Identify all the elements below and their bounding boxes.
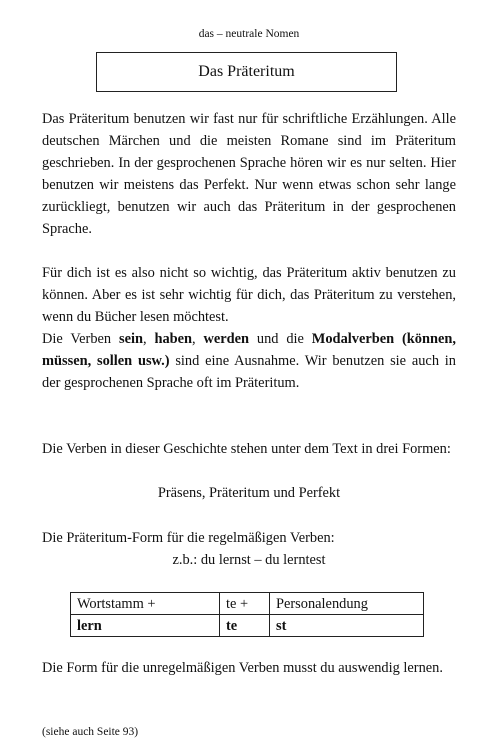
text-segment: , bbox=[142, 331, 155, 347]
table-cell: lern bbox=[71, 615, 220, 637]
example-line: z.b.: du lernst – du lerntest bbox=[172, 552, 326, 568]
paragraph-verb-forms: Die Verben in dieser Geschichte stehen unter dem Text in drei Formen: bbox=[42, 441, 451, 457]
table-header-row bbox=[71, 593, 424, 615]
paragraph-importance: Für dich ist es also nicht so wichtig, das Präteritum aktiv benutzen zu können. Aber es ist sehr wichtig für dich, das Präteritum zu verstehen, wenn du Bücher lesen möchtest. bbox=[42, 265, 456, 325]
paragraph-intro: Das Präteritum benutzen wir fast nur für schriftliche Erzählungen. Alle deutschen Märchen und die meisten Romane sind im Präteritum geschrieben. In der gesprochenen Sprache hören wir es nur selten. Hier benutzen wir meistens das Perfekt. Nur wenn etwas schon sehr lange zurückliegt, benutzen wir auch das Präteritum in der gesprochenen Sprache. bbox=[42, 111, 456, 237]
page-footer-note: (siehe auch Seite 93) bbox=[42, 726, 139, 738]
conjugation-table bbox=[70, 592, 424, 637]
paragraph-regular-verbs: Die Präteritum-Form für die regelmäßigen Verben: bbox=[42, 530, 335, 546]
forms-line: Präsens, Präteritum und Perfekt bbox=[157, 485, 341, 501]
paragraph-exceptions bbox=[42, 328, 456, 394]
page-header: das – neutrale Nomen bbox=[198, 28, 300, 40]
text-segment: und die bbox=[249, 331, 312, 347]
text-segment: , bbox=[192, 331, 204, 347]
table-row bbox=[71, 615, 424, 637]
table-header-cell: te + bbox=[220, 593, 270, 615]
text-segment: sind eine Ausnahme. Wir benutzen sie auch in der gesprochenen Sprache oft im Präteritum. bbox=[42, 353, 456, 391]
verb-sein: sein bbox=[118, 331, 143, 347]
table-cell: te bbox=[220, 615, 270, 637]
table-header-cell: Personalendung bbox=[270, 593, 424, 615]
paragraph-irregular-verbs: Die Form für die unregelmäßigen Verben musst du auswendig lernen. bbox=[42, 660, 443, 676]
page-title-text: Das Präteritum bbox=[198, 63, 295, 80]
page-title bbox=[96, 52, 397, 92]
table-header-cell: Wortstamm + bbox=[71, 593, 220, 615]
modal-verbs: Modalverben (können, müssen, sollen usw.) bbox=[42, 331, 456, 369]
verb-haben: haben bbox=[154, 331, 193, 347]
table-cell: st bbox=[270, 615, 424, 637]
verb-werden: werden bbox=[203, 331, 250, 347]
text-segment: Die Verben bbox=[42, 331, 119, 347]
